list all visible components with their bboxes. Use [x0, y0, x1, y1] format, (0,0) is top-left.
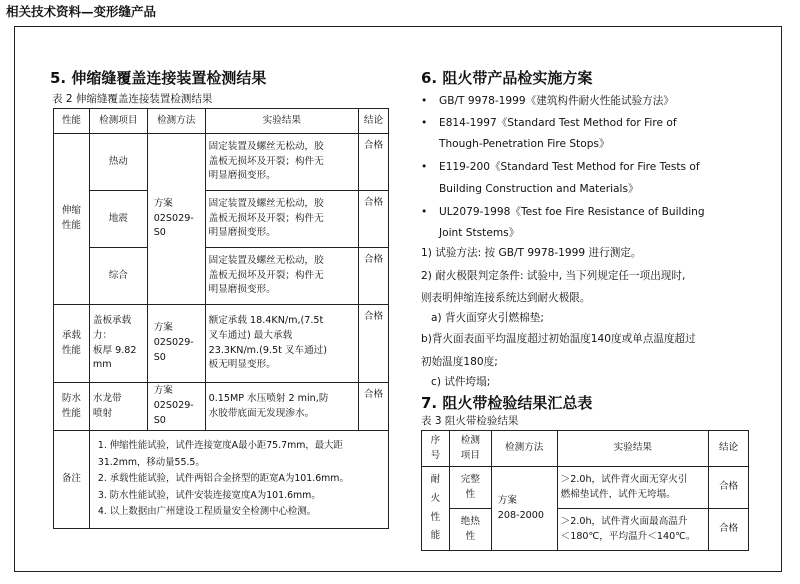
col-header-result: 实验结果: [205, 109, 358, 134]
result-integrity: ＞2.0h，试件背火面无穿火引 燃棉垫试件，试件无垮塌。: [557, 467, 708, 509]
expansion-method-cell: 方案 02S029-S0: [147, 134, 205, 305]
table-row: [422, 509, 749, 551]
standard-item: • E814-1997《Standard Test Method for Fire of: [421, 112, 677, 134]
standard-item-cont: Joint Ststems》: [439, 227, 520, 239]
load-conclusion-cell: 合格: [359, 305, 389, 383]
table2: [53, 108, 389, 529]
result-earthquake: 固定装置及螺丝无松动，胶 盖板无损坏及开裂；构件无 明显磨损变形。: [205, 191, 358, 248]
conclusion-integrity: 合格: [709, 467, 749, 509]
col-header-item: 检测项目: [89, 109, 147, 134]
table2-header-row: [54, 109, 389, 134]
fire-method-cell: 方案 208-2000: [491, 467, 557, 551]
col-header-test-method: 检测方法: [491, 431, 557, 467]
section5-title: 5. 伸缩缝覆盖连接装置检测结果: [50, 69, 267, 87]
standard-item-cont: Building Construction and Materials》: [439, 183, 639, 195]
col-header-method: 检测方法: [147, 109, 205, 134]
criteria-line-2: 则表明伸缩连接系统达到耐火极限。: [421, 292, 591, 304]
fire-resistance-group-cell: 耐 火 性 能: [422, 467, 450, 551]
condition-c: c) 试件垮塌;: [431, 376, 491, 388]
condition-a: a) 背火面穿火引燃棉垫;: [431, 312, 544, 324]
test-method-text: 1) 试验方法: 按 GB/T 9978-1999 进行测定。: [421, 247, 642, 259]
section6-title: 6. 阻火带产品检实施方案: [421, 69, 593, 87]
item-integrity: 完整 性: [449, 467, 491, 509]
notes-cell: 1. 伸缩性能试验，试件连接宽度A最小距75.7mm，最大距 31.2mm，移动量55.5。 2. 承载性能试验，试件两铝合金挤型的距宽A为101.6mm。 3. 防水性能试验，试件安装连接宽度A为101.6mm。 4. 以上数据由广州建设工程质量安全检测中心检测。: [89, 431, 388, 529]
standard-item: • GB/T 9978-1999《建筑构件耐火性能试验方法》: [421, 90, 674, 112]
bullet-icon: •: [421, 161, 428, 173]
item-earthquake: 地震: [89, 191, 147, 248]
col-header-test-conclusion: 结论: [709, 431, 749, 467]
item-thermal: 热动: [89, 134, 147, 191]
result-thermal: 固定装置及螺丝无松动，胶 盖板无损坏及开裂；构件无 明显磨损变形。: [205, 134, 358, 191]
table-row: [54, 305, 389, 383]
load-item-cell: 盖板承载 力： 板厚 9.82 mm: [89, 305, 147, 383]
table3-header-row: [422, 431, 749, 467]
load-property-cell: 承载 性能: [54, 305, 90, 383]
condition-b: b)背火面表面平均温度超过初始温度140度或单点温度超过: [421, 333, 696, 345]
bullet-icon: •: [421, 117, 428, 129]
table-row: [54, 383, 389, 431]
water-property-cell: 防水 性能: [54, 383, 90, 431]
load-method-cell: 方案 02S029-S0: [147, 305, 205, 383]
item-combined: 综合: [89, 248, 147, 305]
table3: [421, 430, 749, 551]
result-insulation: ＞2.0h，试件背火面最高温升 ＜180℃，平均温升＜140℃。: [557, 509, 708, 551]
item-insulation: 绝热 性: [449, 509, 491, 551]
table-row: [54, 134, 389, 191]
standard-item: • E119-200《Standard Test Method for Fire Tests of: [421, 156, 700, 178]
result-combined: 固定装置及螺丝无松动，胶 盖板无损坏及开裂；构件无 明显磨损变形。: [205, 248, 358, 305]
notes-label-cell: 备注: [54, 431, 90, 529]
condition-b-cont: 初始温度180度;: [421, 356, 498, 368]
table-row: [54, 248, 389, 305]
water-result-cell: 0.15MP 水压喷射 2 min,防 水胶带底面无发现渗水。: [205, 383, 358, 431]
conclusion-insulation: 合格: [709, 509, 749, 551]
table3-caption: 表 3 阻火带检验结果: [421, 415, 519, 427]
col-header-property: 性能: [54, 109, 90, 134]
table2-caption: 表 2 伸缩缝覆盖连接装置检测结果: [52, 93, 213, 105]
standard-item: • UL2079-1998《Test foe Fire Resistance of Building: [421, 201, 705, 223]
load-result-cell: 额定承载 18.4KN/m,(7.5t 叉车通过) 最大承载 23.3KN/m.(9.5t 叉车通过) 板无明显变形。: [205, 305, 358, 383]
expansion-property-cell: 伸缩 性能: [54, 134, 90, 305]
conclusion-combined: 合格: [359, 248, 389, 305]
table-row: [54, 191, 389, 248]
table-row: [54, 431, 389, 529]
conclusion-earthquake: 合格: [359, 191, 389, 248]
criteria-line-1: 2) 耐火极限判定条件: 试验中, 当下列规定任一项出现时,: [421, 270, 686, 282]
col-header-test-result: 实验结果: [557, 431, 708, 467]
water-item-cell: 水龙带 喷射: [89, 383, 147, 431]
conclusion-thermal: 合格: [359, 134, 389, 191]
standard-item-cont: Though-Penetration Fire Stops》: [439, 138, 610, 150]
bullet-icon: •: [421, 95, 428, 107]
section7-title: 7. 阻火带检验结果汇总表: [421, 394, 593, 412]
col-header-conclusion: 结论: [359, 109, 389, 134]
water-conclusion-cell: 合格: [359, 383, 389, 431]
page-header-title: 相关技术资料—变形缝产品: [6, 4, 157, 19]
water-method-cell: 方案 02S029-S0: [147, 383, 205, 431]
table-row: [422, 467, 749, 509]
bullet-icon: •: [421, 206, 428, 218]
col-header-test-item: 检测 项目: [449, 431, 491, 467]
col-header-seq: 序 号: [422, 431, 450, 467]
